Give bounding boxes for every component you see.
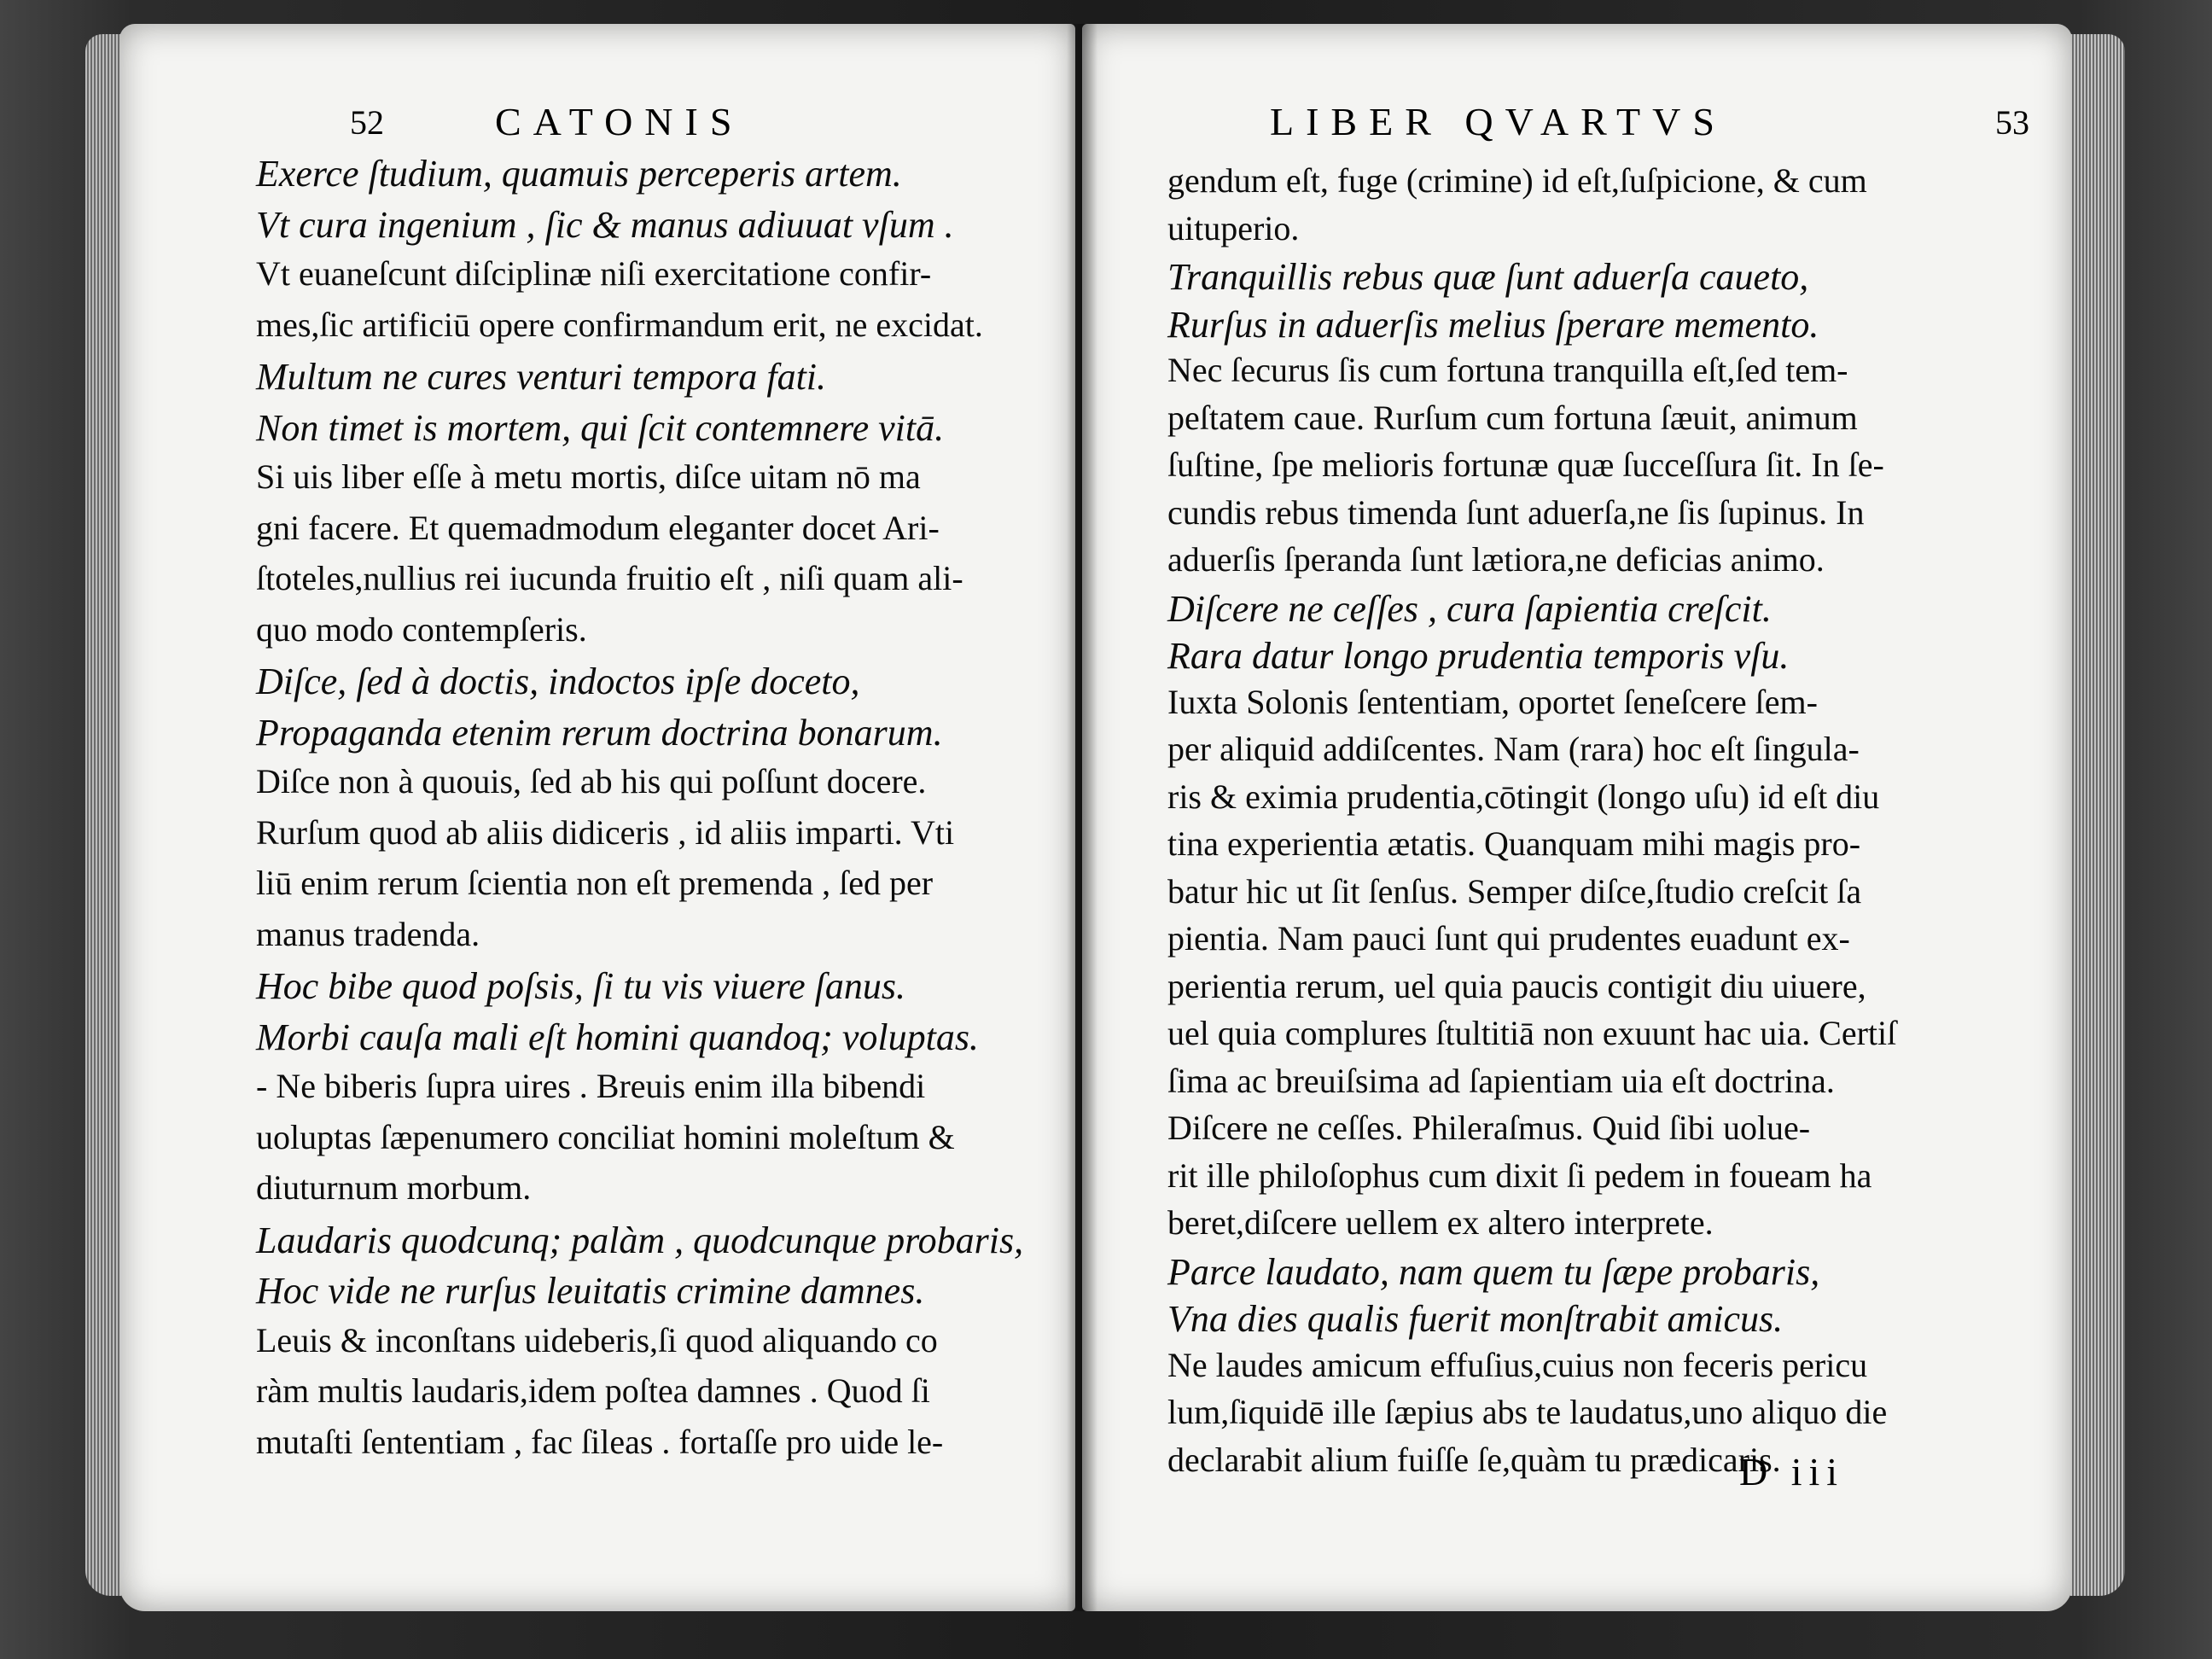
running-head: LIBER QVARTVS [1270,100,1726,143]
verse-line: Tranquillis rebus quæ ſunt aduerſa caueto, [1167,256,1809,298]
commentary-line: ſtoteles,nullius rei iucunda fruitio eſt , niſi quam ali- [256,559,963,597]
commentary-line: cundis rebus timenda ſunt aduerſa,ne ſis ſupinus. In [1167,492,1865,532]
commentary-line: lum,ſiquidē ille ſæpius abs te laudatus,uno aliquo die [1167,1393,1888,1431]
commentary-line: pientia. Nam pauci ſunt qui prudentes euadunt ex- [1167,919,1850,958]
right-fore-edge [2065,34,2125,1596]
verse-line: Non timet is mortem, qui ſcit contemnere vitā. [256,406,945,449]
commentary-line: Si uis liber eſſe à metu mortis, diſce uitam nō ma [256,457,921,496]
commentary-line: Vt euaneſcunt diſciplinæ niſi exercitatione confir- [256,254,932,293]
right-page [1082,24,2072,1611]
verse-line: Parce laudato, nam quem tu ſæpe probaris, [1167,1250,1820,1293]
page-number: 53 [1995,103,2029,142]
verse-line: Laudaris quodcunq; palàm , quodcunque probaris, [256,1219,1024,1261]
commentary-line: mes,ſic artificiū opere confirmandum erit, ne excidat. [256,305,983,344]
verse-line: Vna dies qualis fuerit monſtrabit amicus. [1167,1298,1784,1340]
book-gutter [1067,24,1097,1611]
commentary-line: beret,diſcere uellem ex altero interprete. [1167,1203,1714,1242]
verse-line: Multum ne cures venturi tempora fati. [256,356,827,398]
commentary-line: uituperio. [1167,208,1300,247]
commentary-line: Nec ſecurus ſis cum fortuna tranquilla eſt,ſed tem- [1167,351,1848,389]
commentary-line: quo modo contempſeris. [256,609,587,649]
commentary-line: ſuſtine, ſpe melioris fortunæ quæ ſucceſſura ſit. In ſe- [1167,445,1884,484]
commentary-line: Iuxta Solonis ſententiam, oportet ſeneſcere ſem- [1167,682,1818,721]
commentary-line: peſtatem caue. Rurſum cum fortuna ſæuit, animum [1167,398,1858,437]
commentary-line: manus tradenda. [256,914,480,953]
commentary-line: per aliquid addiſcentes. Nam (rara) hoc eſt ſingula- [1167,730,1860,768]
commentary-line: aduerſis ſperanda ſunt lætiora,ne deficias animo. [1167,540,1825,579]
verse-line: Hoc bibe quod poſsis, ſi tu vis viuere ſanus. [256,965,905,1007]
commentary-line: diuturnum morbum. [256,1168,532,1207]
commentary-line: batur hic ut ſit ſenſus. Semper diſce,ſtudio creſcit ſa [1167,871,1862,911]
signature-mark: D iii [1739,1450,1845,1493]
commentary-line: liū enim rerum ſcientia non eſt premenda , ſed per [256,864,934,902]
commentary-line: - Ne biberis ſupra uires . Breuis enim illa bibendi [256,1067,926,1105]
verse-line: Rara datur longo prudentia temporis vſu. [1167,635,1790,677]
commentary-line: rit ille philoſophus cum dixit ſi pedem in foueam ha [1167,1155,1872,1195]
commentary-line: Ne laudes amicum effuſius,cuius non feceris pericu [1167,1345,1868,1384]
verse-line: Hoc vide ne rurſus leuitatis crimine damnes. [256,1270,925,1312]
commentary-line: Rurſum quod ab aliis didiceris , id aliis imparti. Vti [256,812,955,852]
commentary-line: declarabit alium fuiſſe ſe,quàm tu prædicaris. [1167,1440,1781,1479]
commentary-line: ris & eximia prudentia,cōtingit (longo uſu) id eſt diu [1167,777,1880,816]
running-head: CATONIS [495,100,744,143]
verse-line: Vt cura ingenium , ſic & manus adiuuat vſum . [256,203,954,246]
commentary-line: uel quia complures ſtultitiā non exuunt hac uia. Certiſ [1167,1014,1897,1052]
commentary-line: gni facere. Et quemadmodum eleganter docet Ari- [256,508,940,547]
commentary-line: ràm multis laudaris,idem poſtea damnes . Quod ſi [256,1371,930,1410]
verse-line: Exerce ſtudium, quamuis perceperis artem. [256,153,902,195]
commentary-line: mutaſti ſententiam , fac ſileas . fortaſſe pro uide le- [256,1422,944,1461]
verse-line: Propaganda etenim rerum doctrina bonarum. [256,711,943,754]
commentary-line: Leuis & inconſtans uideberis,ſi quod aliquando co [256,1320,938,1359]
commentary-line: gendum eſt, fuge (crimine) id eſt,ſuſpicione, & cum [1167,161,1867,200]
commentary-line: uoluptas ſæpenumero conciliat homini moleſtum & [256,1117,955,1156]
commentary-line: perientia rerum, uel quia paucis contigit diu uiuere, [1167,966,1866,1005]
verse-line: Diſcere ne ceſſes , cura ſapientia creſcit. [1167,587,1772,630]
page-number: 52 [350,103,384,142]
commentary-line: ſima ac breuiſsima ad ſapientiam uia eſt doctrina. [1167,1061,1835,1100]
commentary-line: tina experientia ætatis. Quanquam mihi magis pro- [1167,824,1861,863]
commentary-line: Diſce non à quouis, ſed ab his qui poſſunt docere. [256,762,927,800]
verse-line: Rurſus in aduerſis melius ſperare memento. [1167,303,1819,346]
verse-line: Morbi cauſa mali eſt homini quandoq; voluptas. [256,1016,979,1058]
verse-line: Diſce, ſed à doctis, indoctos ipſe doceto, [256,661,860,702]
commentary-line: Diſcere ne ceſſes. Phileraſmus. Quid ſibi uolue- [1167,1109,1811,1147]
left-page [119,24,1075,1611]
